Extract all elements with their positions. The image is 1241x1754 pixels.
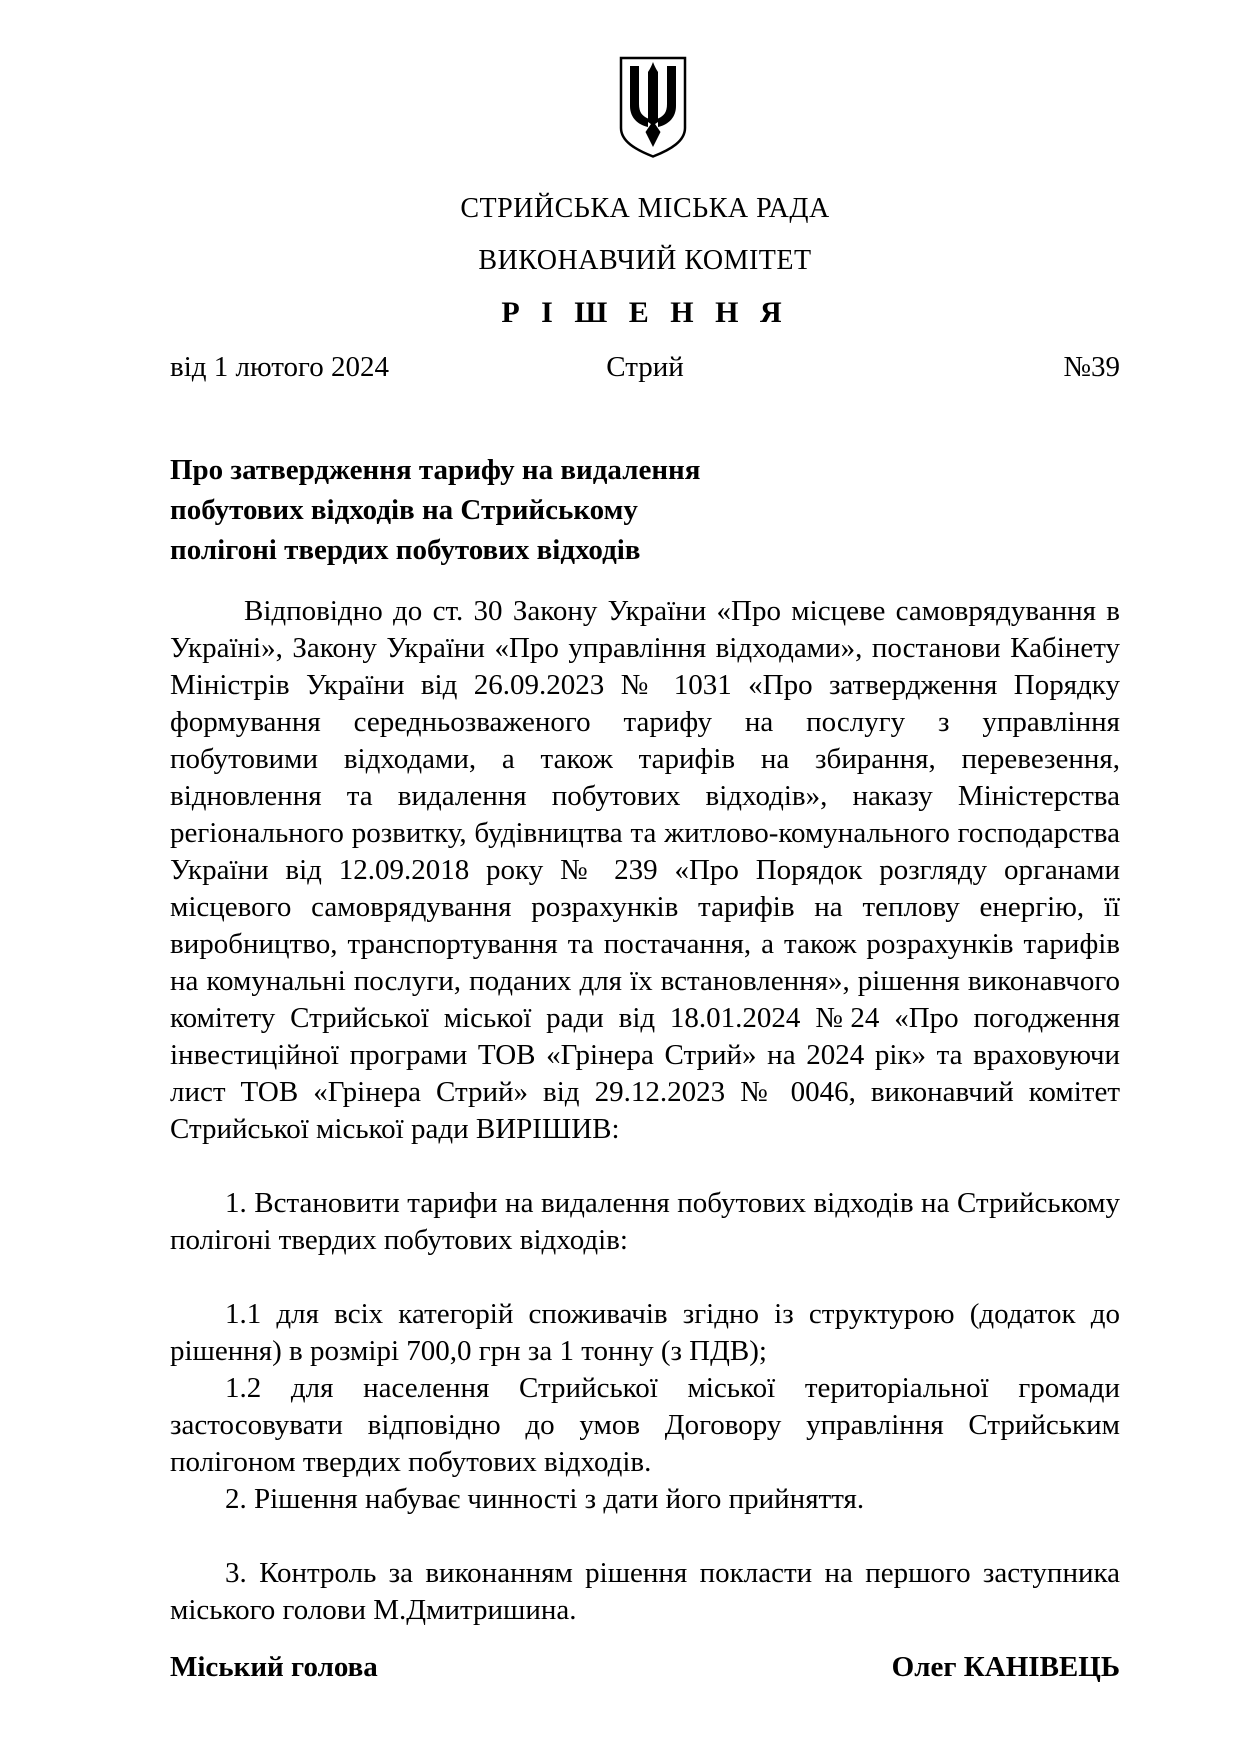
resolution-item-1-2: 1.2 для населення Стрийської міської територіальної громади застосовувати відповідно до умов Договору управління Стрийським полігоном твердих побутових відходів.	[170, 1372, 1120, 1478]
document-title	[170, 450, 790, 570]
organization-name: СТРИЙСЬКА МІСЬКА РАДА	[460, 193, 830, 224]
signatory-name: Олег КАНІВЕЦЬ	[891, 1651, 1120, 1683]
signature-row	[170, 1650, 1120, 1684]
signatory-position: Міський голова	[170, 1651, 378, 1683]
document-type-heading: Р І Ш Е Н Н Я	[501, 296, 789, 329]
document-title-line-1: Про затвердження тарифу на видалення	[170, 454, 701, 486]
ukraine-trident-emblem	[617, 56, 689, 159]
document-title-line-2: побутових відходів на Стрийському	[170, 494, 638, 526]
document-date: від 1 лютого 2024	[170, 351, 389, 383]
preamble-paragraph: Відповідно до ст. 30 Закону України «Про місцеве самоврядування в Україні», Закону України «Про управління відходами», постанови Кабінету Міністрів України від 26.09.2023 № 1031 «Про затвердження Порядку формування середньозваженого тарифу на послугу з управління побутовими відходами, а також тарифів на збирання, перевезення, відновлення та видалення побутових відходів», наказу Міністерства регіонального розвитку, будівництва та житлово-комунального господарства України від 12.09.2018 року № 239 «Про Порядок розгляду органами місцевого самоврядування розрахунків тарифів на теплову енергію, її виробництво, транспортування та постачання, а також розрахунків тарифів на комунальні послуги, поданих для їх встановлення», рішення виконавчого комітету Стрийської міської ради від 18.01.2024 №24 «Про погодження інвестиційної програми ТОВ «Грінера Стрий» на 2024 рік» та враховуючи лист ТОВ «Грінера Стрий» від 29.12.2023 № 0046, виконавчий комітет Стрийської міської ради ВИРІШИВ:	[170, 595, 1120, 1145]
document-title-line-3: полігоні твердих побутових відходів	[170, 534, 641, 566]
document-number: №39	[1063, 351, 1120, 383]
document-body	[170, 593, 1120, 1629]
committee-name: ВИКОНАВЧИЙ КОМІТЕТ	[478, 245, 812, 276]
document-city: Стрий	[606, 351, 684, 383]
resolution-item-1-1: 1.1 для всіх категорій споживачів згідно із структурою (додаток до рішення) в розмірі 700,0 грн за 1 тонну (з ПДВ);	[170, 1298, 1120, 1367]
date-row	[170, 350, 1120, 384]
resolution-item-1: 1. Встановити тарифи на видалення побутових відходів на Стрийському полігоні твердих побутових відходів:	[170, 1187, 1120, 1256]
resolution-item-3: 3. Контроль за виконанням рішення покласти на першого заступника міського голови М.Дмитришина.	[170, 1557, 1120, 1626]
resolution-item-2: 2. Рішення набуває чинності з дати його прийняття.	[225, 1483, 865, 1515]
